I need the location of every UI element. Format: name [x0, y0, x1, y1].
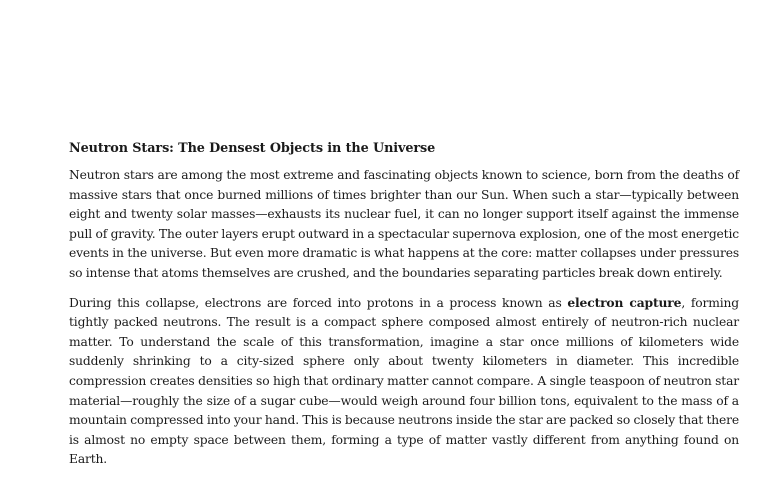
- paragraph-2: [69, 293, 739, 470]
- paragraph-2-text-after: , forming tightly packed neutrons. The result is a compact sphere composed almost entirely of neutron-rich nuclear matter. To understand the scale of this transformation, imagine a star once millions of kilometers wide suddenly shrinking to a city-sized sphere only about twenty kilometers in diameter. This incredible compression creates densities so high that ordinary matter cannot compare. A single teaspoon of neutron star material—roughly the size of a sugar cube—would weigh around four billion tons, equivalent to the mass of a mountain compressed into your hand. This is because neutrons inside the star are packed so closely that there is almost no empty space between them, forming a type of matter vastly different from anything found on Earth.: [69, 295, 739, 467]
- paragraph-2-text-before: During this collapse, electrons are forced into protons in a process known as: [69, 295, 568, 310]
- electron-capture-term: electron capture: [567, 294, 682, 310]
- paragraph-1: Neutron stars are among the most extreme and fascinating objects known to science, born from the deaths of massive stars that once burned millions of times brighter than our Sun. When such a star—typically between eight and twenty solar masses—exhausts its nuclear fuel, it can no longer support itself against the immense pull of gravity. The outer layers erupt outward in a spectacular supernova explosion, one of the most energetic events in the universe. But even more dramatic is what happens at the core: matter collapses under pressures so intense that atoms themselves are crushed, and the boundaries separating particles break down entirely.: [69, 168, 739, 280]
- document-body: [69, 139, 739, 479]
- document-title: Neutron Stars: The Densest Objects in the Universe: [69, 141, 436, 156]
